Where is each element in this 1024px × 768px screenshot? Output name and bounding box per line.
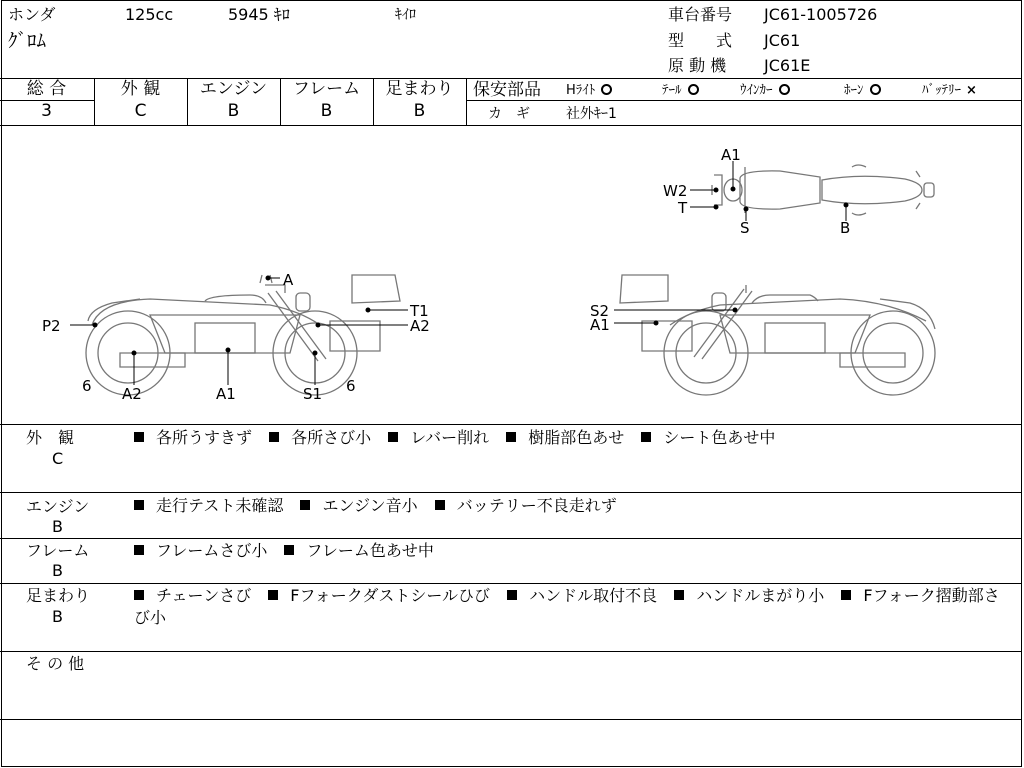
safety-taillight: ﾃｰﾙ — [662, 82, 699, 100]
damage-diagram — [0, 125, 1024, 425]
mileage: 5945 ｷﾛ — [228, 5, 290, 24]
section-frame-label: フレーム — [26, 541, 90, 560]
grade-suspension-label: 足まわり — [385, 79, 454, 99]
label-left-s1: S1 — [303, 385, 323, 403]
grade-exterior-value: C — [134, 101, 147, 121]
model-type-label: 型 式 — [668, 31, 733, 50]
label-top-s: S — [740, 219, 750, 237]
label-left-a1: A1 — [216, 385, 236, 403]
section-suspension-grade: B — [52, 607, 63, 626]
grade-engine-label: エンジン — [199, 79, 268, 99]
label-right-s2: S2 — [590, 302, 610, 320]
label-left-a2: A2 — [410, 317, 430, 335]
section-engine-grade: B — [52, 517, 63, 536]
engine-model-value: JC61E — [764, 56, 811, 75]
label-top-a1: A1 — [721, 146, 741, 164]
divider — [466, 100, 1022, 101]
label-left-6: 6 — [82, 377, 92, 395]
section-exterior-grade: C — [52, 449, 64, 468]
ng-cross-icon: × — [966, 83, 977, 98]
label-left-a: A — [283, 271, 294, 289]
key-value: 社外ｷｰ1 — [566, 106, 617, 122]
section-frame-issues: フレームさび小 フレーム色あせ中 — [134, 540, 1014, 562]
label-top-t: T — [678, 199, 688, 217]
label-left-6b: 6 — [346, 377, 356, 395]
section-exterior-issues: 各所うすきず 各所さび小 レバー削れ 樹脂部色あせ シート色あせ中 — [134, 427, 1014, 449]
grade-frame-value: B — [320, 101, 333, 121]
grade-exterior-label: 外 観 — [120, 79, 161, 99]
section-engine-issues: 走行テスト未確認 エンジン音小 バッテリー不良走れず — [134, 495, 1014, 517]
model-name: ｸﾞﾛﾑ — [8, 30, 47, 52]
safety-winker: ｳｲﾝｶｰ — [740, 82, 790, 100]
bike-right-view — [620, 275, 935, 395]
label-top-w2: W2 — [663, 182, 688, 200]
label-left-t1: T1 — [410, 302, 429, 320]
label-left-p2: P2 — [42, 317, 61, 335]
model-type-value: JC61 — [764, 31, 801, 50]
safety-parts-label: 保安部品 — [473, 80, 541, 100]
mileage-unit: ｷｲﾛ — [395, 7, 416, 23]
label-top-b: B — [840, 219, 851, 237]
label-right-a1: A1 — [590, 316, 610, 334]
ok-circle-icon — [779, 84, 790, 95]
ok-circle-icon — [688, 84, 699, 95]
grade-frame-label: フレーム — [292, 79, 361, 99]
frame-number-label: 車台番号 — [668, 5, 733, 24]
engine-model-label: 原 動 機 — [668, 56, 727, 75]
maker: ホンダ — [8, 5, 56, 24]
section-suspension-label: 足まわり — [26, 586, 91, 605]
key-label: カ ギ — [488, 106, 530, 122]
section-frame-grade: B — [52, 561, 63, 580]
grade-engine-value: B — [227, 101, 240, 121]
grade-suspension-value: B — [413, 101, 426, 121]
section-engine-label: エンジン — [26, 497, 90, 516]
grade-overall-value: 3 — [41, 101, 52, 121]
safety-headlight: Hﾗｲﾄ — [566, 82, 612, 100]
section-other-label: そ の 他 — [26, 654, 85, 673]
safety-battery: ﾊﾞｯﾃﾘｰ × — [922, 83, 977, 98]
ok-circle-icon — [601, 84, 612, 95]
safety-horn: ﾎｰﾝ — [844, 82, 881, 100]
label-left-a2-bottom: A2 — [122, 385, 142, 403]
displacement: 125cc — [125, 5, 174, 24]
section-suspension-issues: チェーンさび Fフォークダストシールひび ハンドル取付不良 ハンドルまがり小 Fフォーク摺動部さび小 — [134, 586, 1000, 627]
ok-circle-icon — [870, 84, 881, 95]
grade-overall-label: 総 合 — [26, 79, 67, 99]
frame-number-value: JC61-1005726 — [764, 5, 878, 24]
section-exterior-label: 外 観 — [26, 428, 75, 447]
